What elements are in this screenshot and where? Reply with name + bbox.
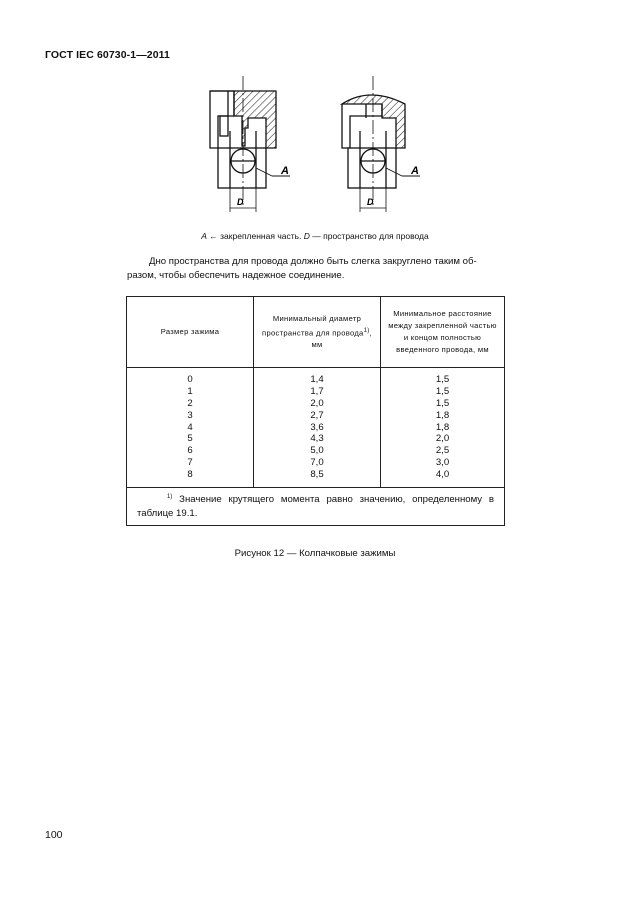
table-cell: 4 [187, 421, 193, 433]
table-cell: 8,5 [310, 469, 324, 481]
table-cell: 2,7 [310, 409, 324, 421]
table-cell: 1,5 [435, 374, 450, 385]
right-label-d: D [367, 197, 374, 207]
legend-d-symbol: D [303, 231, 310, 241]
table-cell: 6 [187, 445, 193, 457]
table-data-row [127, 368, 505, 488]
left-terminal-drawing [210, 76, 290, 212]
column-min-distance [381, 368, 505, 488]
header-min-diameter: Минимальный диаметр пространства для провода$^{1)}$, мм [254, 297, 381, 368]
table-footnote-row [127, 488, 505, 526]
table-cell: 3,6 [310, 421, 324, 433]
legend-d-text: — пространство для провода [309, 231, 429, 241]
table-cell: 5,0 [310, 445, 324, 457]
legend-a-text: ← закрепленная часть. [206, 231, 304, 241]
table-cell: 7,0 [310, 457, 324, 469]
page-number: 100 [45, 829, 63, 841]
table-cell: 4,0 [435, 469, 450, 481]
table-cell: 1 [187, 385, 193, 397]
table-cell: 1,8 [435, 421, 450, 433]
table-cell: 3,0 [435, 457, 450, 469]
table-cell: 2,0 [310, 397, 324, 409]
table-header-row [127, 297, 505, 368]
header-min-distance: Минимальное расстояние между закрепленной частью и концом полностью введенного провода, мм [381, 297, 505, 368]
table-cell: 2 [187, 397, 193, 409]
cap-terminal-figure [190, 76, 450, 221]
column-min-diameter [254, 368, 381, 488]
column-terminal-size [127, 368, 254, 488]
table-cell: 1,4 [310, 374, 324, 385]
table-cell: 7 [187, 457, 193, 469]
right-terminal-drawing [342, 76, 420, 212]
table-cell: 2,5 [435, 445, 450, 457]
table-footnote: $^{1)}$ Значение крутящего момента равно значению, определенному в таблице 19.1. [127, 488, 505, 526]
paragraph-line-1: Дно пространства для провода должно быть слегка закруглено таким об- [149, 256, 477, 267]
right-label-a: A [411, 165, 419, 177]
table-cell: 2,0 [435, 433, 450, 445]
figure-caption: Рисунок 12 — Колпачковые зажимы [234, 548, 396, 559]
table-cell: 0 [187, 374, 193, 385]
document-header: ГОСТ IEC 60730-1—2011 [45, 49, 170, 61]
left-label-d: D [237, 197, 244, 207]
terminal-size-table [126, 296, 505, 526]
table-cell: 5 [187, 433, 193, 445]
table-cell: 4,3 [310, 433, 324, 445]
body-paragraph [127, 255, 505, 283]
table-cell: 1,5 [435, 397, 450, 409]
left-label-a: A [281, 165, 289, 177]
figure-legend [0, 231, 630, 241]
header-terminal-size: Размер зажима [127, 297, 254, 368]
legend-a-symbol: A [201, 231, 207, 241]
table-cell: 8 [187, 469, 193, 481]
table-cell: 3 [187, 409, 193, 421]
paragraph-line-2: разом, чтобы обеспечить надежное соединение. [127, 270, 345, 281]
table-cell: 1,7 [310, 385, 324, 397]
table-cell: 1,8 [435, 409, 450, 421]
table-cell: 1,5 [435, 385, 450, 397]
